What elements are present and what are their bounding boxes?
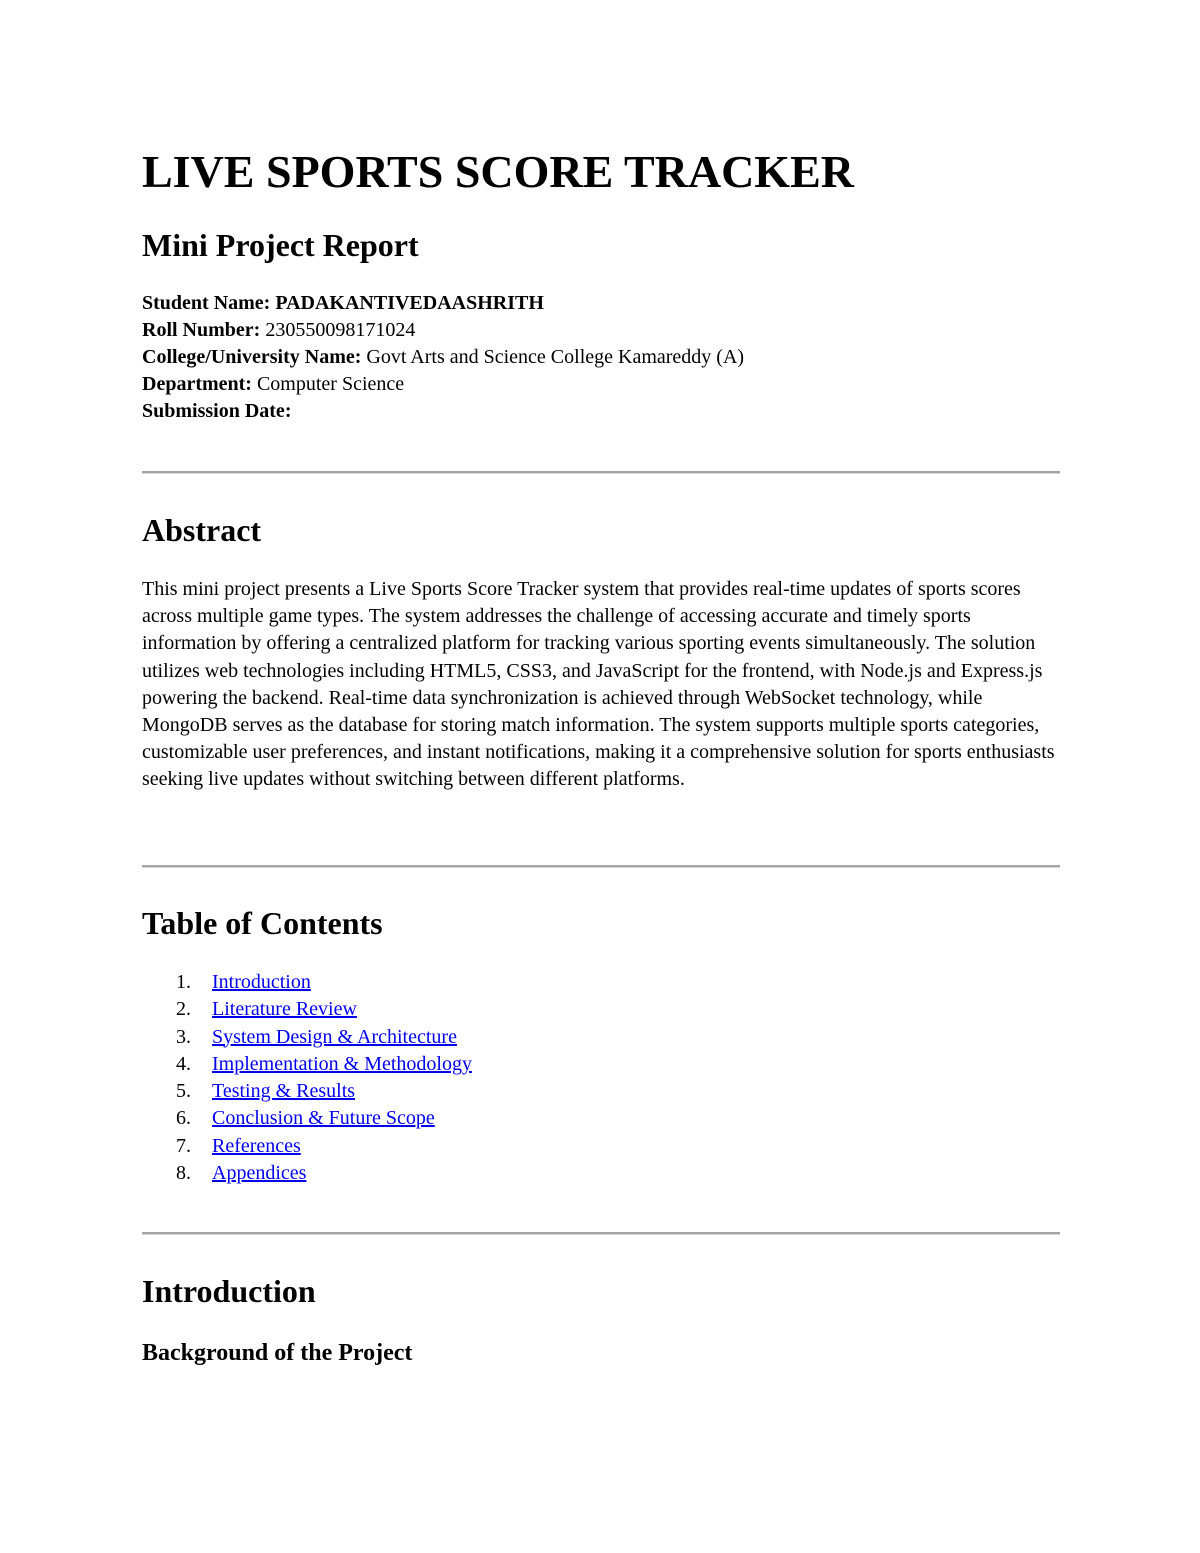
divider bbox=[142, 471, 1060, 474]
toc-list bbox=[142, 969, 472, 1187]
toc-item-number: 4. bbox=[176, 1052, 191, 1075]
submission-date-label: Submission Date: bbox=[142, 400, 292, 422]
toc-heading: Table of Contents bbox=[142, 905, 383, 941]
student-details bbox=[142, 290, 744, 425]
student-name-label: Student Name: bbox=[142, 292, 271, 314]
introduction-heading: Introduction bbox=[142, 1273, 316, 1309]
toc-item-number: 7. bbox=[176, 1134, 191, 1157]
roll-number-label: Roll Number: bbox=[142, 319, 261, 341]
toc-item bbox=[142, 1024, 472, 1051]
toc-item-number: 2. bbox=[176, 998, 191, 1021]
toc-link-implementation[interactable]: Implementation & Methodology bbox=[212, 1052, 472, 1075]
roll-number-row bbox=[142, 317, 744, 344]
toc-link-literature-review[interactable]: Literature Review bbox=[212, 998, 357, 1021]
department-label: Department: bbox=[142, 373, 252, 395]
student-name-value: PADAKANTIVEDAASHRITH bbox=[275, 292, 544, 314]
department-row bbox=[142, 371, 744, 398]
college-label: College/University Name: bbox=[142, 346, 362, 368]
toc-item bbox=[142, 996, 472, 1023]
toc-item-number: 3. bbox=[176, 1025, 191, 1048]
toc-item bbox=[142, 1160, 472, 1187]
college-row bbox=[142, 344, 744, 371]
report-subtitle: Mini Project Report bbox=[142, 227, 419, 263]
toc-item-number: 8. bbox=[176, 1162, 191, 1185]
toc-link-conclusion[interactable]: Conclusion & Future Scope bbox=[212, 1107, 435, 1130]
divider bbox=[142, 1232, 1060, 1235]
divider bbox=[142, 865, 1060, 868]
toc-item-number: 1. bbox=[176, 971, 191, 993]
toc-item bbox=[142, 1078, 472, 1105]
submission-date-row bbox=[142, 398, 744, 425]
department-value: Computer Science bbox=[256, 373, 405, 395]
toc-link-system-design[interactable]: System Design & Architecture bbox=[212, 1025, 457, 1048]
background-heading: Background of the Project bbox=[142, 1340, 413, 1366]
toc-link-introduction[interactable]: Introduction bbox=[212, 971, 311, 993]
toc-link-testing[interactable]: Testing & Results bbox=[212, 1080, 356, 1103]
toc-item bbox=[142, 1105, 472, 1132]
toc-item bbox=[142, 1133, 472, 1160]
toc-link-references[interactable]: References bbox=[212, 1134, 301, 1157]
college-value: Govt Arts and Science College Kamareddy (A) bbox=[366, 346, 745, 368]
toc-link-appendices[interactable]: Appendices bbox=[212, 1162, 307, 1185]
student-name-row bbox=[142, 290, 744, 317]
report-title: LIVE SPORTS SCORE TRACKER bbox=[142, 146, 854, 197]
abstract-text: This mini project presents a Live Sports Score Tracker system that provides real-time updates of sports scores across multiple game types. The system addresses the challenge of accessing accurate and timely sports information by offering a centralized platform for tracking various sporting events simultaneously. The solution utilizes web technologies including HTML5, CSS3, and JavaScript for the frontend, with Node.js and Express.js powering the backend. Real-time data synchronization is achieved through WebSocket technology, while MongoDB serves as the database for storing match information. The system supports multiple sports categories, customizable user preferences, and instant notifications, making it a comprehensive solution for sports enthusiasts seeking live updates without switching between different platforms. bbox=[142, 578, 1055, 791]
toc-item-number: 6. bbox=[176, 1107, 191, 1130]
toc-item bbox=[142, 969, 472, 996]
roll-number-value: 230550098171024 bbox=[265, 319, 416, 341]
toc-item-number: 5. bbox=[176, 1080, 191, 1103]
toc-item bbox=[142, 1051, 472, 1078]
abstract-heading: Abstract bbox=[142, 512, 262, 548]
